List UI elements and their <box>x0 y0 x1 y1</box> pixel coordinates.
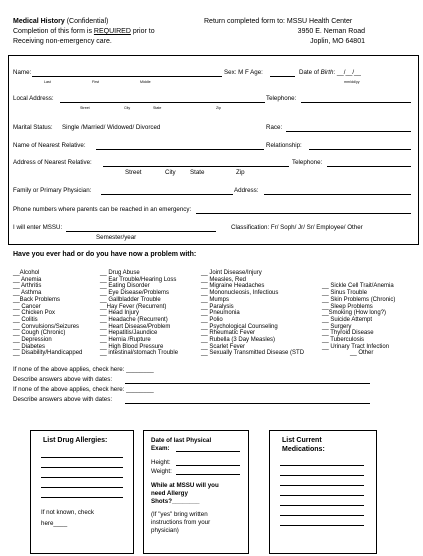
problem-item[interactable]: __ Psychological Counseling <box>201 323 278 330</box>
problem-item[interactable]: __ Cancer <box>13 303 41 310</box>
physician-label: Family or Primary Physician: <box>13 187 92 194</box>
problem-item[interactable]: __ Headache (Recurrent) <box>100 316 168 323</box>
problem-item[interactable]: __ Anemia <box>13 276 42 283</box>
required-text-a: Completion of this form is <box>13 28 94 35</box>
sex-age-label: Sex: M F Age: <box>224 69 263 76</box>
problem-item[interactable]: __ Chicken Pox <box>13 310 56 317</box>
semester-label: Semester/year <box>96 234 137 241</box>
problem-item[interactable]: __ Tuberculosis <box>322 337 365 344</box>
shots-question-a: While at MSSU will you <box>151 482 219 489</box>
problems-heading: Have you ever had or do you have now a problem with: <box>13 251 197 258</box>
weight-field[interactable] <box>176 474 240 475</box>
return-line: Return completed form to: MSSU Health Center <box>204 18 353 25</box>
non-emergency-line: Receiving non-emergency care. <box>13 38 112 45</box>
required-line <box>13 28 155 35</box>
relative-telephone-field[interactable] <box>327 166 411 167</box>
dob-sub: mm/dd/yy <box>344 80 360 84</box>
entered-field[interactable] <box>66 231 216 232</box>
name-sub-last: Last <box>44 80 51 84</box>
problem-item[interactable]: __ Hernia /Rupture <box>100 337 151 344</box>
medications-title-b: Medications: <box>282 446 325 453</box>
age-field[interactable] <box>270 76 295 77</box>
problem-item[interactable]: __ Rubella (3 Day Measles) <box>201 337 276 344</box>
name-label: Name: <box>13 69 32 76</box>
physical-title-b: Exam: <box>151 445 170 452</box>
problem-item[interactable]: __ Convulsions/Seizures <box>13 323 80 330</box>
problem-item[interactable]: __ Paralysis <box>201 303 234 310</box>
local-address-label: Local Address: <box>13 95 54 102</box>
physical-title-a: Date of last Physical <box>151 437 212 444</box>
allergies-not-known-a: If not known, check <box>41 509 94 516</box>
allergy-line[interactable] <box>41 497 123 498</box>
relative-street-sub: Street <box>125 169 142 176</box>
marital-label: Marital Status: <box>13 124 53 131</box>
problem-item[interactable]: __ Disability/Handicapped <box>13 350 83 357</box>
height-label: Height: <box>151 459 171 466</box>
problem-item[interactable]: __ Suicide Attempt <box>322 316 373 323</box>
medication-line[interactable] <box>280 515 364 516</box>
physician-address-field[interactable] <box>264 194 411 195</box>
problem-item[interactable]: __ Heart Disease/Problem <box>100 323 171 330</box>
physical-exam-box <box>143 430 249 554</box>
problem-item[interactable]: __ Eye Disease/Problems <box>100 290 170 297</box>
problem-item-other-2[interactable]: __ Other <box>350 350 374 356</box>
problem-item[interactable]: __ Migraine Headaches <box>201 283 265 290</box>
medication-line[interactable] <box>280 525 364 526</box>
medications-box <box>269 430 377 554</box>
nearest-relative-field[interactable] <box>96 149 264 150</box>
relative-city-sub: City <box>165 169 176 176</box>
problem-item[interactable]: __ Asthma <box>13 290 42 297</box>
relative-state-sub: State <box>190 169 205 176</box>
describe-label-2: Describe answers above with dates: <box>13 396 113 403</box>
title-suffix: (Confidential) <box>64 18 109 25</box>
relationship-field[interactable] <box>309 149 411 150</box>
telephone-field[interactable] <box>301 102 411 103</box>
weight-label: Weight: <box>151 468 172 475</box>
problem-item[interactable]: __ Sickle Cell Trait/Anemia <box>322 283 394 290</box>
medication-line[interactable] <box>280 505 364 506</box>
allergy-line[interactable] <box>41 477 123 478</box>
describe-label-1: Describe answers above with dates: <box>13 376 113 383</box>
addr-sub-zip: Zip <box>216 106 221 110</box>
address-line-1: 3950 E. Neman Road <box>297 28 365 35</box>
medication-line[interactable] <box>280 485 364 486</box>
problem-item[interactable]: __Hay Fever (Recurrent) <box>100 303 167 310</box>
problem-item[interactable]: __ Sleep Problems <box>322 303 373 310</box>
allergy-line[interactable] <box>41 457 123 458</box>
problem-item[interactable]: __ Drug Abuse <box>100 270 140 276</box>
problem-item[interactable]: __ Rheumatic Fever <box>201 330 256 337</box>
allergy-line[interactable] <box>41 487 123 488</box>
height-field[interactable] <box>176 465 240 466</box>
relative-address-label: Address of Nearest Relative: <box>13 159 92 166</box>
problem-item[interactable]: __ Mumps <box>201 296 230 303</box>
allergies-not-known-b[interactable]: here____ <box>41 520 68 527</box>
medications-title-a: List Current <box>282 437 322 444</box>
problem-item[interactable]: __ Arthritis <box>13 283 42 290</box>
problem-item[interactable]: __ Cough (Chronic) <box>13 330 66 337</box>
physical-date-field[interactable] <box>176 451 240 452</box>
problem-item[interactable]: __ Hepatitis/Jaundice <box>100 330 158 337</box>
describe-field-2[interactable] <box>125 403 370 404</box>
problem-item[interactable]: __ intestinal/stomach Trouble <box>100 350 179 357</box>
shots-question-c[interactable]: Shots?________ <box>151 498 200 505</box>
problem-item[interactable]: __ Mononucleosis, Infectious <box>201 290 279 297</box>
emergency-label: Phone numbers where parents can be reached in an emergency: <box>13 206 192 213</box>
problem-item[interactable]: __Back Problems <box>13 296 61 303</box>
problem-item[interactable]: __ Pneumonia <box>201 310 240 317</box>
none-apply-check-2[interactable]: If none of the above applies, check here: ________ <box>13 386 154 393</box>
dob-label-c: : __/__/__ <box>333 69 361 76</box>
name-sub-first: First <box>92 80 99 84</box>
problem-item[interactable]: __ Surgery <box>322 323 352 330</box>
name-sub-middle: Middle <box>140 80 151 84</box>
race-label: Race: <box>266 124 283 131</box>
problem-item[interactable]: __Smoking (How long?) <box>322 310 387 317</box>
problem-item[interactable]: __Alcohol <box>13 270 40 276</box>
shots-note-c: physician) <box>151 527 179 534</box>
emergency-field[interactable] <box>196 213 411 214</box>
problem-item[interactable]: __ Sinus Trouble <box>322 290 368 297</box>
medication-line[interactable] <box>280 475 364 476</box>
problem-item[interactable]: __ Thyroid Disease <box>322 330 374 337</box>
shots-note-a: (If "yes" bring written <box>151 511 208 518</box>
problem-item[interactable]: __ Joint Disease/Injury <box>201 270 262 276</box>
race-field[interactable] <box>286 131 411 132</box>
medication-line[interactable] <box>280 495 364 496</box>
telephone-label: Telephone: <box>266 95 297 102</box>
problem-item[interactable]: __ Depression <box>13 337 52 344</box>
relative-telephone-label: Telephone: <box>292 159 323 166</box>
physician-address-label: Address: <box>234 187 259 194</box>
name-field[interactable] <box>32 76 222 77</box>
problem-item[interactable]: __ Polio <box>201 316 223 323</box>
problems-col-2 <box>100 270 178 357</box>
problems-col-3 <box>201 270 304 357</box>
nearest-relative-label: Name of Nearest Relative: <box>13 142 86 149</box>
form-title <box>13 18 108 25</box>
dob-label-a: Date of <box>299 69 321 76</box>
classification-label[interactable]: Classification: Fr/ Soph/ Jr/ Sr/ Employee/ Other <box>231 224 363 231</box>
relative-zip-sub: Zip <box>236 169 245 176</box>
address-line-2: Joplin, MO 64801 <box>310 38 365 45</box>
allergies-box <box>30 430 134 554</box>
title-main: Medical History <box>13 18 65 25</box>
relative-address-field[interactable] <box>103 166 289 167</box>
problem-item[interactable]: __ Eating Disorder <box>100 283 150 290</box>
addr-sub-street: Street <box>80 106 90 110</box>
problem-item[interactable]: __ Head Injury <box>100 310 140 317</box>
shots-note-b: instructions from your <box>151 519 211 526</box>
required-text-b: prior to <box>130 28 155 35</box>
problem-item[interactable]: __ Urinary Tract Infection <box>322 343 390 350</box>
allergies-title: List Drug Allergies: <box>43 437 108 444</box>
shots-question-b: need Allergy <box>151 490 188 497</box>
problem-item[interactable]: __ Gallbladder Trouble <box>100 296 161 303</box>
problems-col-1 <box>13 270 82 357</box>
required-word: REQUIRED <box>93 28 131 35</box>
physician-field[interactable] <box>101 194 233 195</box>
addr-sub-state: State <box>153 106 162 110</box>
marital-options[interactable]: Single /Married/ Widowed/ Divorced <box>62 124 161 131</box>
medication-line[interactable] <box>280 465 364 466</box>
addr-sub-city: City <box>124 106 131 110</box>
describe-field-1[interactable] <box>125 383 370 384</box>
problem-item[interactable]: __ Sexually Transmitted Disease (STD <box>201 350 305 357</box>
local-address-field[interactable] <box>60 102 265 103</box>
problem-item[interactable]: __ Scarlet Fever <box>201 343 246 350</box>
problems-col-4 <box>322 283 395 350</box>
relationship-label: Relationship: <box>266 142 302 149</box>
problem-item[interactable]: __ Ear Trouble/Hearing Loss <box>100 276 177 283</box>
none-apply-check-1[interactable]: If none of the above applies, check here: ________ <box>13 366 154 373</box>
dob-label <box>299 69 361 76</box>
entered-label: I will enter MSSU: <box>13 224 63 231</box>
problem-item[interactable]: __ High Blood Pressure <box>100 343 164 350</box>
problem-item[interactable]: __ Measles, Red <box>201 276 247 283</box>
problem-item[interactable]: __ Skin Problems (Chronic) <box>322 296 396 303</box>
problem-item[interactable]: __ Colitis <box>13 316 38 323</box>
allergy-line[interactable] <box>41 467 123 468</box>
dob-label-b: Birth <box>320 69 334 76</box>
problem-item[interactable]: __ Diabetes <box>13 343 46 350</box>
